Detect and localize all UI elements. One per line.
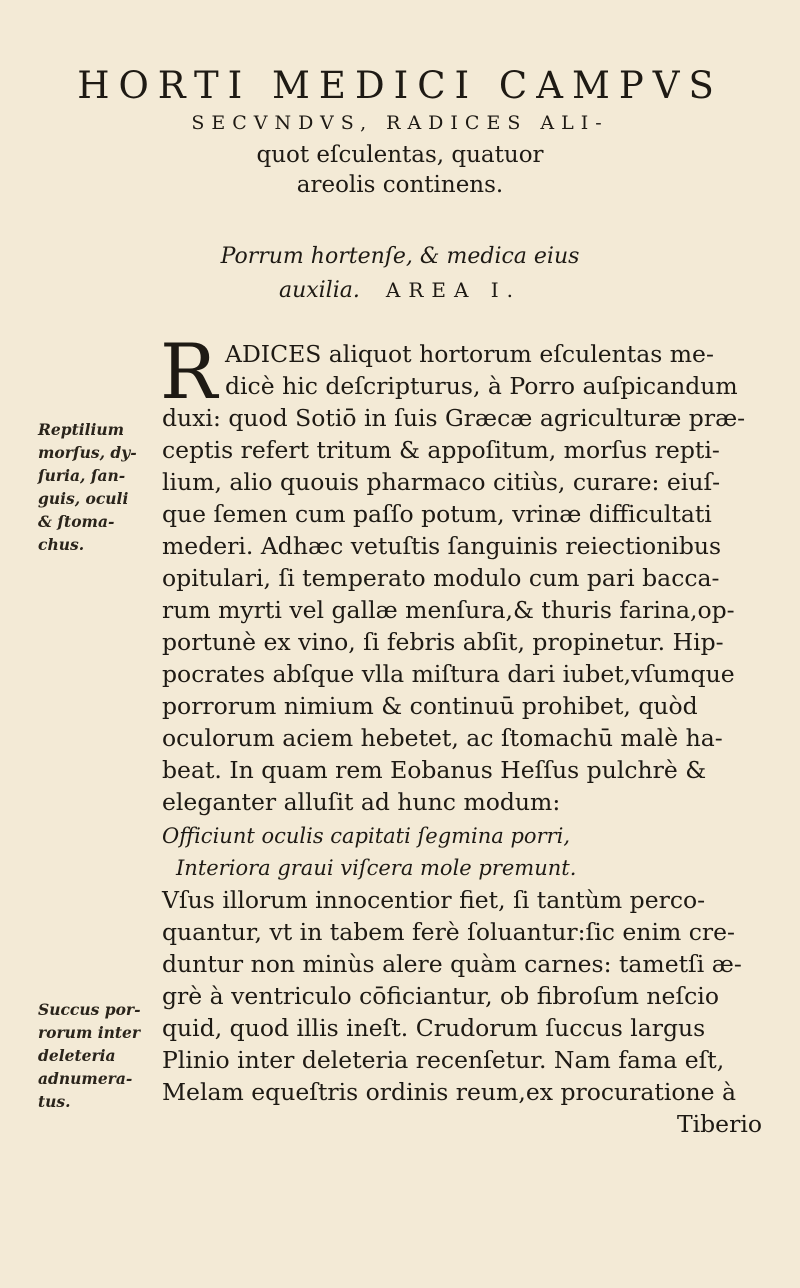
margin-note-line: & ſtoma- (38, 512, 115, 531)
page-title: HORTI MEDICI CAMPVS (77, 64, 723, 107)
text-line: duntur non minùs alere quàm carnes: tametſi æ- (162, 950, 742, 978)
section-subtitle: SECVNDVS, RADICES ALI- (191, 112, 609, 134)
text-line: ceptis refert tritum & appoſitum, morſus repti- (162, 436, 720, 464)
text-line: quantur, vt in tabem ferè ſoluantur:ſic enim cre- (162, 918, 735, 946)
chapter-heading: Porrum hortenſe, & medica eius (220, 244, 580, 269)
catchword: Tiberio (676, 1110, 762, 1138)
text-line: mederi. Adhæc vetuſtis ſanguinis reiectionibus (162, 532, 722, 560)
text-line: pocrates abſque vlla miſtura dari iubet,vſumque (162, 660, 735, 688)
text-line: beat. In quam rem Eobanus Heſſus pulchrè & (162, 756, 707, 784)
text-line: Vſus illorum innocentior fiet, ſi tantùm perco- (162, 886, 706, 914)
text-line: ADICES aliquot hortorum eſculentas me- (225, 340, 714, 368)
area-label: AREA I. (385, 278, 522, 302)
text-line: porrorum nimium & continuū prohibet, quòd (162, 692, 698, 720)
text-line: dicè hic deſcripturus, à Porro auſpicandum (225, 372, 738, 400)
drop-cap: R (160, 327, 218, 416)
margin-note-line: ſuria, ſan- (38, 466, 126, 485)
verse-line: Interiora graui viſcera mole premunt. (176, 856, 577, 880)
text-line: portunè ex vino, ſi febris abſit, propinetur. Hip- (162, 628, 724, 656)
margin-note-line: Succus por- (38, 1000, 141, 1019)
section-subtitle-line: quot eſculentas, quatuor (256, 142, 544, 168)
chapter-heading-end: auxilia. (278, 278, 360, 303)
margin-note-line: morſus, dy- (38, 443, 137, 462)
text-line: eleganter alluſit ad hunc modum: (162, 788, 561, 816)
margin-note-line: deleteria (38, 1046, 116, 1065)
text-line: opitulari, ſi temperato modulo cum pari bacca- (162, 564, 720, 592)
text-line: Melam equeſtris ordinis reum,ex procuratione à (162, 1078, 737, 1106)
margin-note-line: rorum inter (38, 1023, 141, 1042)
text-line: Plinio inter deleteria recenſetur. Nam fama eſt, (162, 1046, 725, 1074)
text-line: lium, alio quouis pharmaco citiùs, curare: eiuſ- (162, 468, 721, 496)
verse-line: Officiunt oculis capitati ſegmina porri, (162, 824, 571, 848)
text-line: rum myrti vel gallæ menſura,& thuris farina,op- (162, 596, 735, 624)
margin-note-line: tus. (38, 1092, 71, 1111)
margin-note-line: Reptilium (38, 420, 125, 439)
text-line: quid, quod illis ineſt. Crudorum ſuccus largus (162, 1014, 706, 1042)
text-line: duxi: quod Sotiō in ſuis Græcæ agriculturæ præ- (162, 404, 746, 432)
section-subtitle-line: areolis continens. (296, 172, 504, 198)
text-line: oculorum aciem hebetet, ac ſtomachū malè ha- (162, 724, 723, 752)
chapter-heading-line2 (0, 278, 800, 303)
text-line: que ſemen cum paſſo potum, vrinæ difficultati (162, 500, 712, 528)
margin-note-line: guis, oculi (38, 489, 129, 508)
margin-note-line: chus. (38, 535, 85, 554)
text-line: grè à ventriculo cōficiantur, ob fibroſum neſcio (162, 982, 719, 1010)
margin-note-line: adnumera- (38, 1069, 133, 1088)
